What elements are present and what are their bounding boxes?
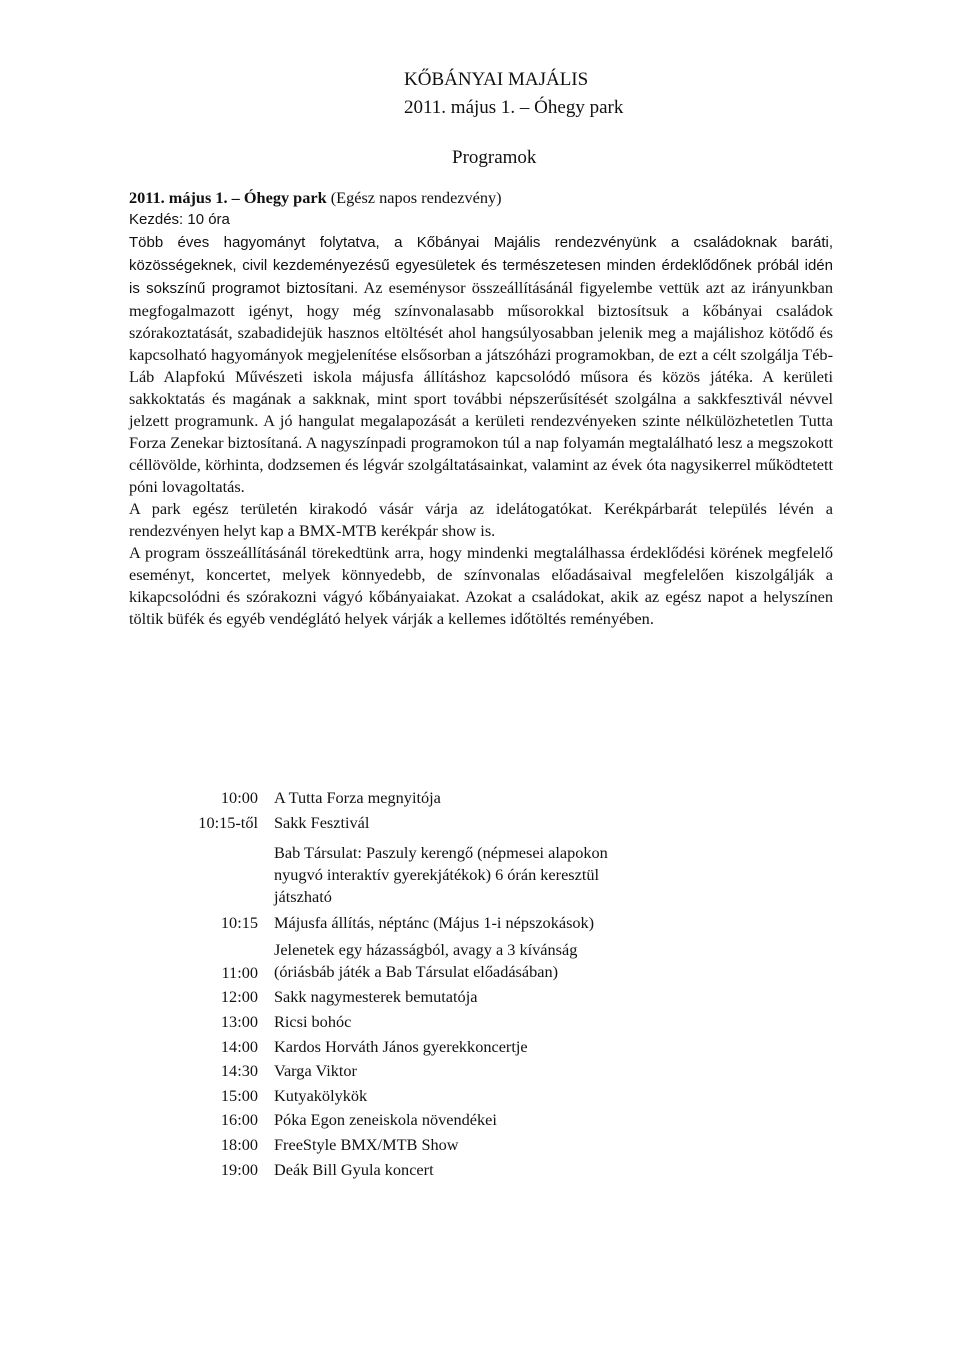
paragraph-1-serif: Az eseménysor összeállításánál figyelembe vettük azt az irányunkban megfogalmazott igényt, hogy még színvonalasabb műsorokkal biztosítsuk a kőbányai családok szórakoztatását, szabadidejük hasznos eltöltését ahol hangsúlyosabban jelenik meg a majálishoz kötődő és kapcsolható hagyományok megjelenítése elsősorban a játszóházi programokban, de ezt a célt szolgálja Téb-Láb Alapfokú Művészeti iskola májusfa állításhoz kapcsolódó műsora és közös játéka. A kerületi sakkoktatás és magának a sakknak, mint sport további népszerűsítését szolgálna a sakkfesztivál névvel jelzett programunk. A jó hangulat megalapozását a kerületi rendezvényeken szinte nélkülözhetetlen Tutta Forza Zenekar biztosítaná. A nagyszínpadi programokon túl a nap folyamán megtalálható lesz a megszokott céllövölde, körhinta, dodzsemen és légvár szolgáltatásainkat, valamint az évek óta nagysikerrel működtetett póni lovagoltatás. (129, 278, 833, 496)
schedule-time: 13:00 (220, 1011, 258, 1031)
start-time: Kezdés: 10 óra (129, 211, 230, 228)
schedule-row (180, 811, 740, 836)
schedule-time: 14:30 (220, 1061, 258, 1081)
paragraph-1 (129, 231, 833, 498)
schedule-event: A Tutta Forza megnyitója (274, 788, 441, 807)
schedule-event: Sakk Fesztivál (274, 812, 370, 832)
schedule-event: Varga Viktor (274, 1061, 357, 1081)
schedule-event: Deák Bill Gyula koncert (274, 1159, 434, 1179)
intro-heading-rest: (Egész napos rendezvény) (326, 188, 502, 207)
schedule-row (180, 938, 740, 986)
schedule-row (180, 1084, 740, 1109)
schedule-row (180, 786, 740, 811)
schedule-time: 16:00 (220, 1110, 258, 1130)
schedule-event: Bab Társulat: Paszuly kerengő (népmesei alapokon nyugvó interaktív gyerekjátékok) 6 órán keresztül játszható (274, 843, 608, 907)
schedule-time: 14:00 (220, 1036, 258, 1056)
schedule-row (180, 1108, 740, 1133)
schedule-time: 18:00 (220, 1134, 258, 1154)
schedule-event: Kutyakölykök (274, 1085, 368, 1105)
schedule-time (180, 841, 258, 908)
intro-heading-bold: 2011. május 1. – Óhegy park (129, 188, 327, 207)
intro-text (129, 187, 833, 630)
schedule-row (180, 1010, 740, 1035)
schedule-event: Sakk nagymesterek bemutatója (274, 987, 478, 1007)
schedule-event: Kardos Horváth János gyerekkoncertje (274, 1036, 528, 1056)
section-heading: Programok (452, 147, 537, 168)
schedule-event: Ricsi bohóc (274, 1011, 352, 1031)
schedule-time: 10:15 (220, 913, 258, 933)
schedule-time: 11:00 (221, 962, 258, 982)
schedule-time: 12:00 (220, 987, 258, 1007)
schedule-row (180, 1158, 740, 1183)
schedule-event: FreeStyle BMX/MTB Show (274, 1134, 459, 1154)
schedule-time: 15:00 (220, 1085, 258, 1105)
schedule-row (180, 1133, 740, 1158)
schedule-row (180, 841, 740, 908)
schedule-row (180, 985, 740, 1010)
document-title: KŐBÁNYAI MAJÁLIS (404, 69, 589, 90)
schedule-row (180, 911, 740, 936)
paragraph-2: A park egész területén kirakodó vásár várja az idelátogatókat. Kerékpárbarát település lévén a rendezvényen helyt kap a BMX-MTB kerékpár show is. (129, 499, 833, 540)
schedule-time: 19:00 (220, 1159, 258, 1179)
schedule-row (180, 1059, 740, 1084)
schedule-time: 10:00 (220, 788, 258, 807)
schedule-table (180, 786, 740, 1182)
schedule-event: Májusfa állítás, néptánc (Május 1-i népszokások) (274, 913, 595, 933)
intro-heading (129, 187, 833, 209)
schedule-row (180, 1035, 740, 1060)
schedule-time: 10:15-től (198, 812, 258, 832)
schedule-event: Póka Egon zeneiskola növendékei (274, 1110, 497, 1130)
paragraph-3: A program összeállításánál törekedtünk arra, hogy mindenki megtalálhassa érdeklődési körének megfelelő eseményt, koncertet, melyek könnyedebb, de színvonalas előadásaival megfelelően kiszolgálják a kikapcsolódni és szórakozni vágyó kőbányaiakat. Azokat a családokat, akik az egész napot a helyszínen töltik büfék és egyéb vendéglátó helyek várják a kellemes időtöltés reményében. (129, 543, 833, 628)
paragraph-1-sans: Több éves hagyományt folytatva, a Kőbányai Majális rendezvényünk a családoknak baráti, közösségeknek, civil kezdeményezésű egyesületek és természetesen minden érdeklődőnek próbál idén is sokszínű programot biztosítani. (129, 234, 833, 297)
schedule-event: Jelenetek egy házasságból, avagy a 3 kívánság (óriásbáb játék a Bab Társulat előadásában) (274, 939, 578, 981)
document-date: 2011. május 1. – Óhegy park (404, 97, 624, 118)
